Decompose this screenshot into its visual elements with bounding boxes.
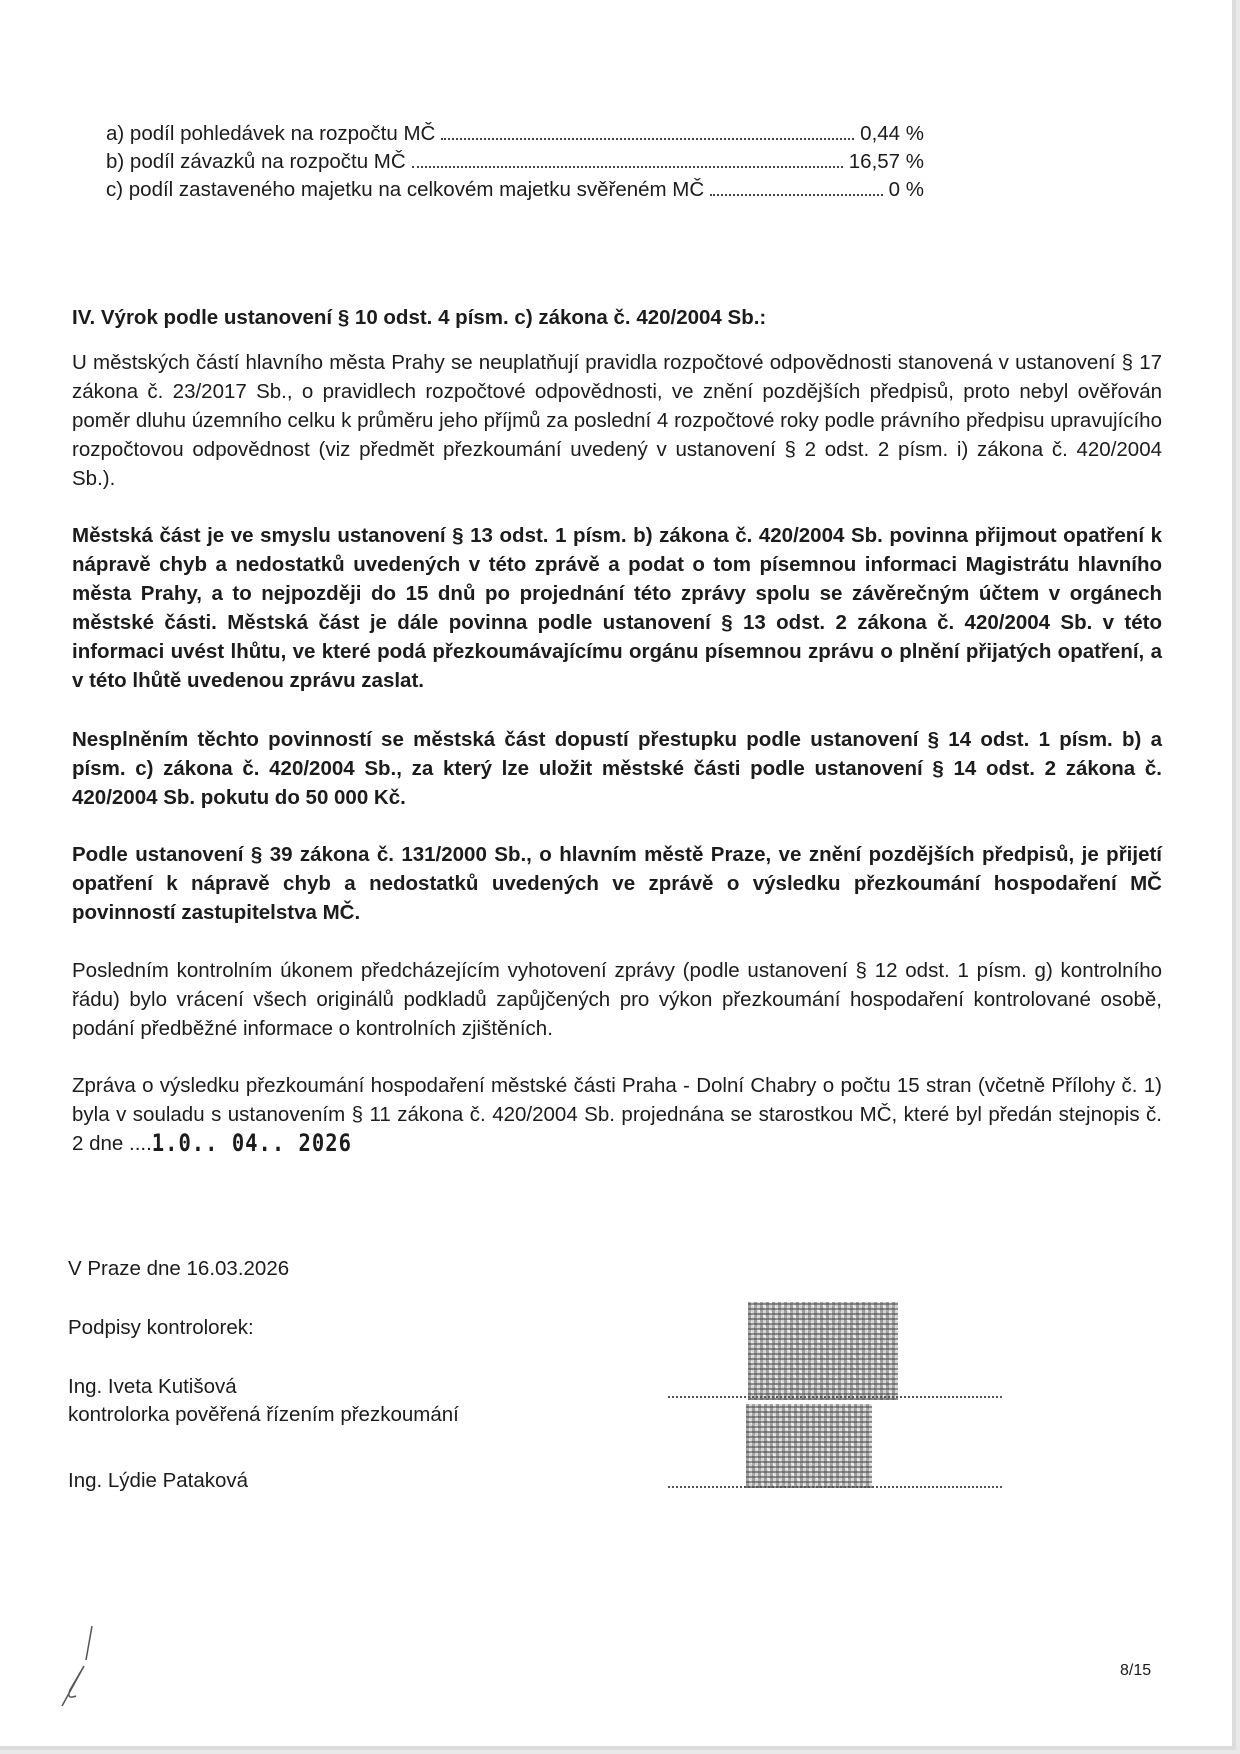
dot-leader <box>412 166 843 168</box>
ratio-label: c) podíl zastaveného majetku na celkovém majetku svěřeném MČ <box>106 178 705 201</box>
page-number: 8/15 <box>1120 1662 1152 1679</box>
ratio-c <box>106 176 924 204</box>
ratio-b <box>106 148 924 176</box>
last-control-paragraph: Posledním kontrolním úkonem předcházejícím vyhotovení zprávy (podle ustanovení § 12 odst. 1 písm. g) kontrolního řádu) bylo vrácení všech originálů podkladů zapůjčených pro výkon přezkoumání hospodaření kontrolované osobě, podání předběžné informace o kontrolních zjištěních. <box>72 959 1162 1040</box>
ratio-value: 16,57 % <box>848 150 924 173</box>
electronic-signature-mark <box>748 1302 898 1400</box>
signatures-label: Podpisy kontrolorek: <box>68 1316 254 1339</box>
dot-leader <box>710 194 882 196</box>
section-iv-paragraph: U městských částí hlavního města Prahy se neuplatňují pravidla rozpočtové odpovědnosti stanovená v ustanovení § 17 zákona č. 23/2017 Sb., o pravidlech rozpočtové odpovědnosti, ve znění pozdějších předpisů, proto nebyl ověřován poměr dluhu územního celku k průměru jeho příjmů za poslední 4 rozpočtové roky podle právního předpisu upravujícího rozpočtovou odpovědnost (viz předmět přezkoumání uvedený v ustanovení § 2 odst. 2 písm. i) zákona č. 420/2004 Sb.). <box>72 351 1162 490</box>
penalty-paragraph: Nesplněním těchto povinností se městská část dopustí přestupku podle ustanovení § 14 odst. 1 písm. b) a písm. c) zákona č. 420/2004 Sb., za který lze uložit městské části podle ustanovení § 14 odst. 2 zákona č. 420/2004 Sb. pokutu do 50 000 Kč. <box>72 728 1162 809</box>
ratio-value: 0,44 % <box>860 122 924 145</box>
ratio-a <box>106 120 924 148</box>
signature-line-2 <box>668 1486 1002 1488</box>
report-note-text: Zpráva o výsledku přezkoumání hospodaření městské části Praha - Dolní Chabry o počtu 15 stran (včetně Přílohy č. 1) byla v souladu s ustanovením § 11 zákona č. 420/2004 Sb. projednána se starostkou MČ, které byl předán stejnopis č. 2 dne .... <box>72 1074 1162 1155</box>
ratio-label: a) podíl pohledávek na rozpočtu MČ <box>106 122 436 145</box>
initials-mark <box>48 1620 108 1710</box>
obligation-paragraph: Městská část je ve smyslu ustanovení § 13 odst. 1 písm. b) zákona č. 420/2004 Sb. povinna přijmout opatření k nápravě chyb a nedostatků uvedených v této zprávě a podat o tom písemnou informaci Magistrátu hlavního města Prahy, a to nejpozději do 15 dnů po projednání této zprávy spolu se závěrečným účtem v orgánech městské části. Městská část je dále povinna podle ustanovení § 13 odst. 2 zákona č. 420/2004 Sb. v této informaci uvést lhůtu, ve které podá přezkoumávajícímu orgánu písemnou zprávu o plnění přijatých opatření, a v této lhůtě uvedenou zprávu zaslat. <box>72 524 1162 692</box>
place-date: V Praze dne 16.03.2026 <box>68 1257 290 1280</box>
signer-name-1: Ing. Iveta Kutišová <box>68 1375 237 1398</box>
assembly-duty-paragraph: Podle ustanovení § 39 zákona č. 131/2000 Sb., o hlavním městě Praze, ve znění pozdějších předpisů, je přijetí opatření k nápravě chyb a nedostatků uvedených ve zprávě o výsledku přezkoumání hospodaření MČ povinností zastupitelstva MČ. <box>72 843 1162 924</box>
dot-leader <box>441 138 854 140</box>
ratio-value: 0 % <box>888 178 924 201</box>
signer-role-1: kontrolorka pověřená řízením přezkoumání <box>68 1403 459 1426</box>
handover-date-stamp: 1.0.. 04.. 2026 <box>151 1129 352 1157</box>
signature-line-1 <box>668 1396 1002 1398</box>
signer-name-2: Ing. Lýdie Pataková <box>68 1469 249 1492</box>
ratio-label: b) podíl závazků na rozpočtu MČ <box>106 150 406 173</box>
report-note-paragraph <box>72 1071 1162 1158</box>
section-iv-heading: IV. Výrok podle ustanovení § 10 odst. 4 písm. c) zákona č. 420/2004 Sb.: <box>72 306 767 329</box>
electronic-signature-mark <box>746 1404 872 1488</box>
